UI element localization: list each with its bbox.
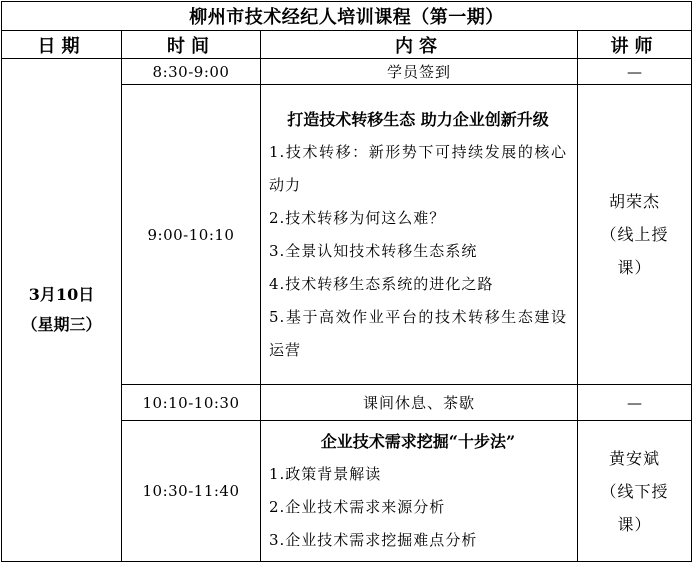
time-cell: 8:30-9:00 — [122, 59, 261, 85]
table-title: 柳州市技术经纪人培训课程（第一期） — [2, 2, 692, 31]
session-item: 5.基于高效作业平台的技术转移生态建设运营 — [269, 307, 567, 359]
schedule-row-checkin — [2, 59, 692, 85]
session-topic: 打造技术转移生态 助力企业创新升级 — [287, 109, 549, 129]
time-cell: 9:00-10:10 — [122, 85, 261, 385]
session-item: 1.技术转移：新形势下可持续发展的核心动力 — [269, 142, 567, 194]
header-row — [2, 31, 692, 59]
header-content: 内容 — [261, 31, 578, 59]
title-row — [2, 2, 692, 31]
content-cell: 课间休息、茶歇 — [261, 385, 578, 421]
lecturer-cell: — — [578, 59, 692, 85]
session-topic: 企业技术需求挖掘“十步法” — [320, 432, 516, 451]
session-item: 3.全景认知技术转移生态系统 — [269, 241, 478, 260]
time-cell: 10:30-11:40 — [122, 421, 261, 562]
session-item: 2.企业技术需求来源分析 — [269, 498, 446, 516]
header-date: 日期 — [2, 31, 122, 59]
date-day: 3月10日 — [28, 285, 95, 304]
session-item: 4.技术转移生态系统的进化之路 — [269, 274, 494, 293]
content-cell — [261, 85, 578, 385]
time-cell: 10:10-10:30 — [122, 385, 261, 421]
content-cell: 学员签到 — [261, 59, 578, 85]
lecturer-cell: — — [578, 385, 692, 421]
lecturer-mode: （线下授课） — [600, 481, 669, 534]
header-lecturer: 讲师 — [578, 31, 692, 59]
session-item: 3.企业技术需求挖掘难点分析 — [269, 531, 478, 549]
training-schedule-table — [1, 1, 692, 562]
lecturer-name: 黄安斌 — [608, 448, 660, 468]
header-time: 时间 — [122, 31, 261, 59]
lecturer-name: 胡荣杰 — [608, 192, 660, 211]
lecturer-cell — [578, 421, 692, 562]
session-item: 1.政策背景解读 — [269, 465, 382, 483]
date-weekday: （星期三） — [21, 315, 102, 334]
date-cell — [2, 59, 122, 562]
session-item: 2.技术转移为何这么难？ — [269, 208, 446, 227]
lecturer-cell — [578, 85, 692, 385]
lecturer-mode: （线上授课） — [600, 225, 669, 277]
content-cell — [261, 421, 578, 562]
